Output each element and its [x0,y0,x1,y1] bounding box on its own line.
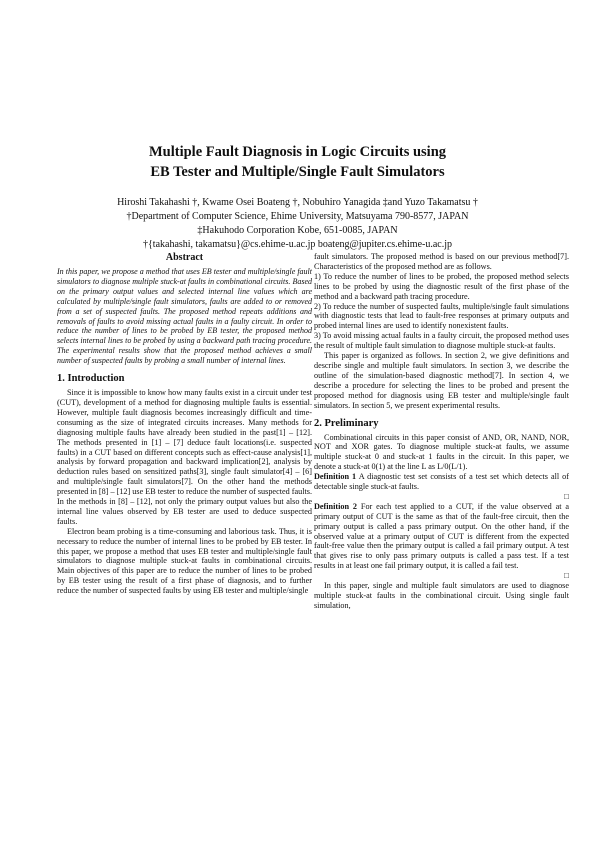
definition-2-text: For each test applied to a CUT, if the value observed at a primary output of CUT is the same as that of the fault-free circuit, then the primary output is called a pass primary output. On the other hand, if the observed value at a primary output of CUT is different from the expected fault-free value then the primary output is called a fail primary output. A test that gives rise to only pass primary outputs is called a pass test. If a test results in at least one fail primary output, it is called a fail test. [314,501,569,571]
author-emails: †{takahashi, takamatsu}@cs.ehime-u.ac.jp boateng@jupiter.cs.ehime-u.ac.jp [142,239,453,250]
definition-1 [314,472,569,492]
affiliation-2: ‡Hakuhodo Corporation Kobe, 651-0085, JAPAN [197,225,398,236]
intro-paragraph-2: Electron beam probing is a time-consuming and laborious task. Thus, it is necessary to reduce the number of internal lines to be probed by EB tester. In this paper, we propose a method that uses EB tester and multiple/single fault simulators to diagnose multiple stuck-at faults in combinational circuits. Main objectives of this paper are to reduce the number of lines to be probed by EB tester using the result of a first phase of diagnosis, and to further reduce the number of suspected faults by using EB tester and multiple/single [57,526,312,596]
section-heading-preliminary: 2. Preliminary [314,417,379,429]
simulator-paragraph: In this paper, single and multiple fault simulators are used to diagnose multiple stuck-at faults in the combinational circuit. Using single fault simulation, [314,581,569,610]
paper-title-line-2: EB Tester and Multiple/Single Fault Simulators [150,164,445,180]
definition-1-label: Definition 1 [314,472,357,482]
end-of-definition-icon: □ [564,571,569,581]
author-list: Hiroshi Takahashi †, Kwame Osei Boateng †, Nobuhiro Yanagida ‡and Yuzo Takamatsu † [117,197,478,208]
section-heading-introduction: 1. Introduction [57,373,125,385]
characteristic-item-2: 2) To reduce the number of suspected faults, multiple/single fault simulations with diagnostic tests that lead to fault-free responses at primary outputs and probed internal lines are used to identify nonexistent faults. [314,301,569,331]
abstract-heading: Abstract [165,252,204,263]
definition-2-label: Definition 2 [314,501,358,511]
organization-paragraph: This paper is organized as follows. In section 2, we give definitions and describe single and multiple fault simulators. In section 3, we describe the outline of the simulation-based diagnostic method[7]. In section 4, we describe a procedure for selecting the lines to be probed and present the proposed method for diagnosis using EB tester and multiple/single fault simulators. In section 5, we present experimental results. [314,351,569,410]
definition-2 [314,502,569,571]
abstract-text: In this paper, we propose a method that uses EB tester and multiple/single fault simulators to diagnose multiple stuck-at faults in combinational circuits. Based on the primary output values and selected internal line values which are calculated by multiple/single fault simulators, faults are added to or removed from a set of suspected faults. The proposed method repeats additions and removals of faults to avoid missing actual faults in a faulty circuit. In order to reduce the number of lines to be probed by EB tester, the proposed method selects internal lines to be probed by using a backward path tracing procedure. The experimental results show that the proposed method achieves a small number of suspected faults by probing a small number of internal lines. [57,267,312,366]
method-paragraph: fault simulators. The proposed method is based on our previous method[7]. Characteristics of the proposed method are as follows. [314,252,569,271]
right-column [314,252,569,611]
definition-1-text: A diagnostic test set consists of a test set which detects all of detectable single stuck-at faults. [314,472,569,492]
end-of-definition-icon: □ [564,491,569,501]
paper-title-line-1: Multiple Fault Diagnosis in Logic Circuits using [148,144,447,160]
preliminary-paragraph: Combinational circuits in this paper consist of AND, OR, NAND, NOR, NOT and XOR gates. To diagnose multiple stuck-at faults, we assume multiple stuck-at 0 and stuck-at 1 faults in the circuit. In this paper, we denote a stuck-at 0(1) at the line L as L/0(L/1). [314,432,569,472]
characteristic-item-3: 3) To avoid missing actual faults in a faulty circuit, the proposed method uses the result of multiple fault simulation to diagnose multiple stuck-at faults. [314,331,569,351]
characteristic-item-1: 1) To reduce the number of lines to be probed, the proposed method selects lines to be probed by using the diagnostic result of the first phase of the method and a backward path tracing procedure. [314,271,569,301]
left-column [57,252,312,596]
affiliation-1: †Department of Computer Science, Ehime University, Matsuyama 790-8577, JAPAN [126,211,469,222]
intro-paragraph-1: Since it is impossible to know how many faults exist in a circuit under test (CUT), development of a method for diagnosing multiple faults is essential. However, multiple fault diagnosis becomes increasingly difficult and time-consuming as the size of integrated circuits increases. Many methods for diagnosing multiple faults have already been studied in the past[1] – [12]. The methods presented in [1] – [7] deduce fault locations(i.e. suspected faults) in a CUT based on different concepts such as effect-cause analysis[1], analysis by forward propagation and backward implication[2], analysis by deduction rules based on sensitized paths[3], single fault simulator[4] – [6] and multiple/single fault simulators[7]. On the other hand the methods presented in [8] – [12] use EB tester to reduce the number of suspected faults. In the methods in [8] – [12], not only the primary output values but also the internal line values observed by EB tester are used to deduce suspected faults. [57,388,312,526]
